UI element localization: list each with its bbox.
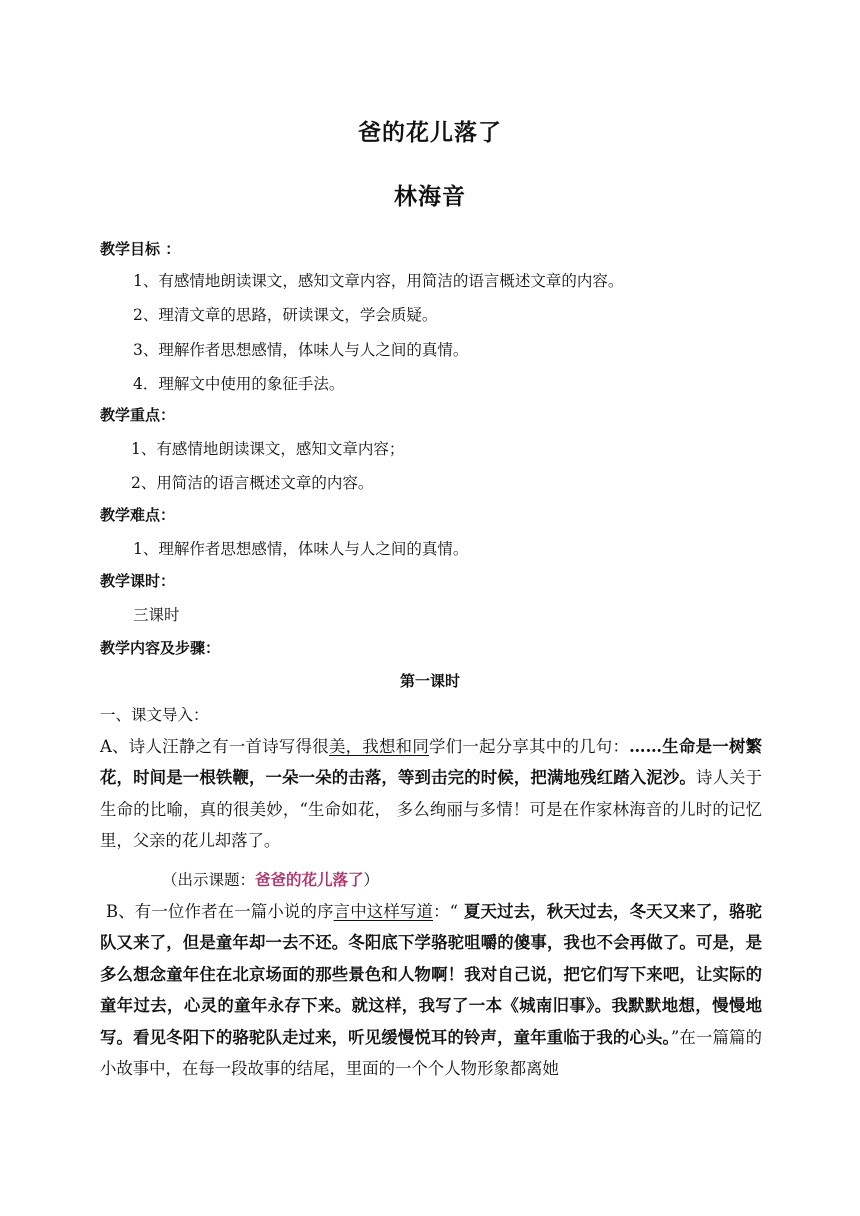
objective-item: 1、有感情地朗读课文，感知文章内容，用简洁的语言概述文章的内容。 [133,272,624,290]
show-title-suffix: ） [363,871,380,889]
objective-item: 2、理清文章的思路，研读课文，学会质疑。 [133,306,438,324]
show-title-prefix: （出示课题： [162,871,256,889]
paragraph-a-text: A、诗人汪静之有一首诗写得很 [100,737,329,756]
objective-item: 3、理解作者思想感情，体味人与人之间的真情。 [133,341,469,359]
lesson-heading: 第一课时 [399,672,460,690]
paragraph-b [100,896,762,1084]
preface-quote: 夏天过去，秋天过去，冬天又来了，骆驼队又来了，但是童年却一去不还。冬阳底下学骆驼咀嚼的傻事，我也不会再做了。可是，是多么想念童年住在北京场面的那些景色和人物啊！我对自己说，把它们写下来吧，让实际的童年过去，心灵的童年永存下来。就这样，我写了一本《城南旧事》。我默默地想，慢慢地写。看见冬阳下的骆驼队走过来，听见缓慢悦耳的铃声，童年重临于我的心头。 [100,902,762,1047]
objectives-heading: 教学目标 ： [100,240,181,258]
paragraph-a-text: 诗人关于生命的比喻，真的很美妙，“生命如花， 多么绚丽与多情！可是在作家林海音的儿时的记忆里，父亲的花儿却落了。 [100,768,763,851]
paragraph-b-text: ：“ [433,902,459,921]
underlined-text: 美，我想和同 [328,737,430,756]
objective-item: 4．理解文中使用的象征手法。 [133,375,345,393]
show-title-line [162,868,379,890]
lesson-title-highlight: 爸爸的花儿落了 [255,871,364,889]
paragraph-a [100,731,762,857]
key-point-item: 2、用简洁的语言概述文章的内容。 [131,474,374,492]
paragraph-b-text: B、有一位作者在一篇小说的序 [106,902,334,921]
poem-quote: ……生命是一树繁花，时间是一根铁鞭，一朵一朵的击落，等到击完的时候，把满地残红踏入泥沙。 [100,737,763,788]
document-title: 爸的花儿落了 [358,120,502,146]
paragraph-a-text: 学们一起分享其中的几句： [429,737,630,756]
hours-value: 三课时 [133,606,180,624]
steps-heading: 教学内容及步骤： [100,639,221,657]
paragraph-b-text: ”在一篇篇的小故事中，在每一段故事的结尾，里面的一个个人物形象都离她 [100,1027,762,1079]
section-heading: 一、课文导入： [100,706,209,724]
difficulties-heading: 教学难点： [100,506,176,524]
difficulty-item: 1、理解作者思想感情，体味人与人之间的真情。 [133,540,469,558]
underlined-text: 言中这样写道 [333,902,434,921]
hours-heading: 教学课时： [100,572,176,590]
key-points-heading: 教学重点： [100,406,176,424]
key-point-item: 1、有感情地朗读课文，感知文章内容； [131,440,405,458]
document-author: 林海音 [394,184,466,210]
